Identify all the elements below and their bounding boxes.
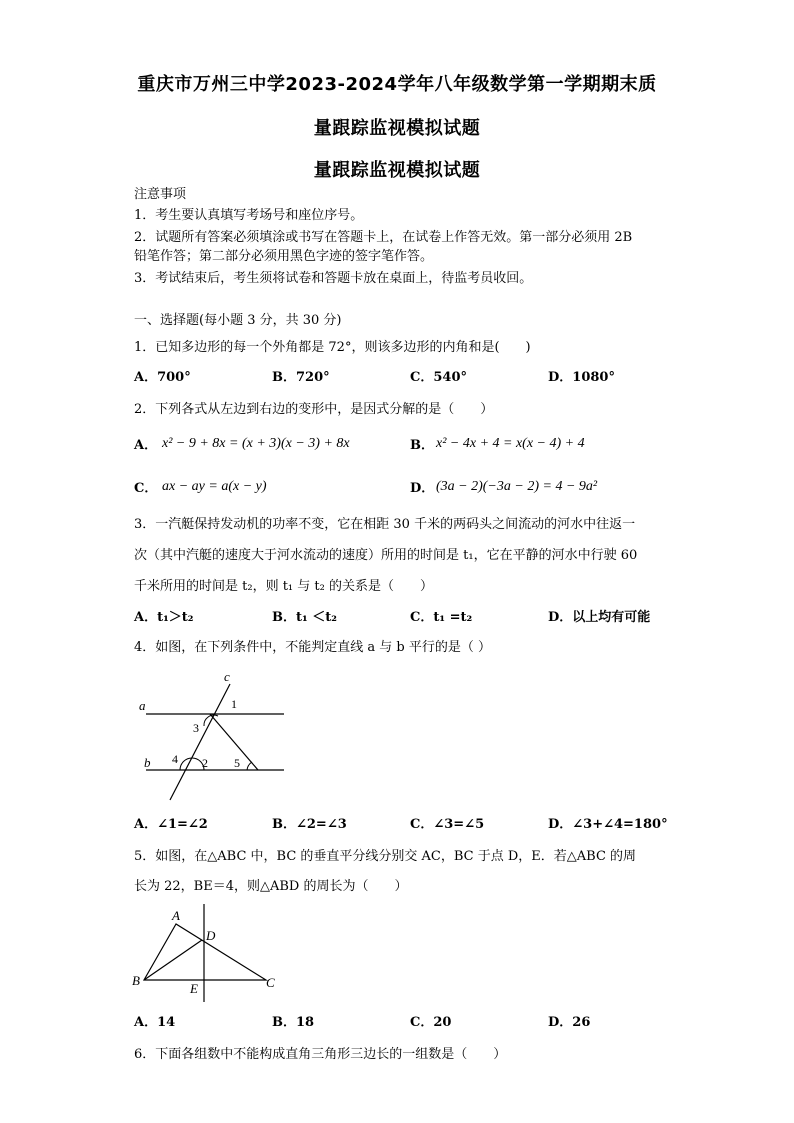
label-a: a: [139, 698, 146, 713]
q3-option-b: B．t₁ ＜t₂: [272, 610, 337, 625]
q4-option-c: C．∠3=∠5: [410, 817, 485, 832]
triangle-abc: [144, 924, 266, 980]
q1-option-c: C．540°: [410, 370, 467, 385]
q1-option-b: B．720°: [272, 370, 330, 385]
notice-heading: 注意事项: [134, 187, 187, 202]
q2-option-d-label: D．: [410, 481, 435, 496]
angle-5-arc: [247, 762, 252, 770]
q5-line: 长为 22，BE＝4，则△ABD 的周长为（ ）: [134, 879, 408, 894]
q4-option-a: A．∠1=∠2: [134, 817, 208, 832]
q5-option-c: C．20: [410, 1015, 452, 1030]
label-angle-5: 5: [234, 756, 240, 770]
q2-option-c-label: C．: [134, 481, 158, 496]
label-point-e: E: [190, 981, 198, 996]
q2-option-b: x² − 4x + 4 = x(x − 4) + 4: [436, 436, 585, 451]
q2-option-a: x² − 9 + 8x = (x + 3)(x − 3) + 8x: [162, 436, 350, 451]
label-point-d: D: [206, 928, 216, 943]
line-c: [170, 684, 230, 800]
exam-title-line-1: 重庆市万州三中学2023-2024学年八年级数学第一学期期末质: [137, 74, 657, 95]
notice-item: 1．考生要认真填写考场号和座位序号。: [134, 208, 364, 223]
q3-option-a: A．t₁＞t₂: [134, 610, 194, 625]
label-point-a: A: [172, 908, 180, 923]
exam-title-line-2: 量跟踪监视模拟试题: [313, 118, 481, 139]
q2-option-c: ax − ay = a(x − y): [162, 479, 267, 494]
q5-line: 5．如图，在△ABC 中，BC 的垂直平分线分别交 AC，BC 于点 D，E．若△ABC 的周: [134, 849, 637, 864]
q1-stem: 1．已知多边形的每一个外角都是 72°，则该多边形的内角和是( ): [134, 340, 531, 355]
q2-option-d: (3a − 2)(−3a − 2) = 4 − 9a²: [436, 479, 598, 494]
segment-bd: [144, 940, 202, 980]
notice-item: 2．试题所有答案必须填涂或书写在答题卡上，在试卷上作答无效。第一部分必须用 2B: [134, 230, 633, 245]
q4-option-d: D．∠3+∠4=180°: [548, 817, 668, 832]
label-angle-4: 4: [172, 752, 178, 766]
label-b: b: [144, 755, 151, 770]
q3-option-c: C．t₁ =t₂: [410, 610, 473, 625]
q1-option-a: A．700°: [134, 370, 191, 385]
q2-stem: 2．下列各式从左边到右边的变形中，是因式分解的是（ ）: [134, 402, 494, 417]
q1-option-d: D．1080°: [548, 370, 615, 385]
q4-option-b: B．∠2=∠3: [272, 817, 347, 832]
notice-item: 铅笔作答；第二部分必须用黑色字迹的签字笔作答。: [134, 249, 434, 264]
q2-option-b-label: B．: [410, 438, 434, 453]
label-angle-2: 2: [202, 756, 208, 770]
q5-triangle-figure: [130, 902, 280, 1006]
notice-item: 3．考试结束后，考生须将试卷和答题卡放在桌面上，待监考员收回。: [134, 271, 533, 286]
q3-line: 次（其中汽艇的速度大于河水流动的速度）所用的时间是 t₁，它在平静的河水中行驶 60: [134, 548, 638, 563]
q3-line: 3．一汽艇保持发动机的功率不变，它在相距 30 千米的两码头之间流动的河水中往返一: [134, 517, 636, 532]
angle-2-4-arc: [180, 758, 204, 770]
q5-option-a: A．14: [134, 1015, 176, 1030]
exam-title-line-3: 量跟踪监视模拟试题: [313, 160, 481, 181]
q4-parallel-lines-figure: [134, 668, 294, 808]
q3-line: 千米所用的时间是 t₂，则 t₁ 与 t₂ 的关系是（ ）: [134, 579, 433, 594]
label-point-b: B: [132, 973, 140, 988]
label-c: c: [224, 669, 230, 684]
q3-option-d: D．以上均有可能: [548, 610, 651, 625]
section-heading: 一、选择题(每小题 3 分，共 30 分): [134, 313, 342, 328]
q5-option-d: D．26: [548, 1015, 591, 1030]
label-point-c: C: [266, 975, 275, 990]
q6-stem: 6．下面各组数中不能构成直角三角形三边长的一组数是（ ）: [134, 1047, 507, 1062]
label-angle-3: 3: [193, 721, 199, 735]
q2-option-a-label: A．: [134, 438, 158, 453]
label-angle-1: 1: [231, 697, 237, 711]
q5-option-b: B．18: [272, 1015, 315, 1030]
q4-stem: 4．如图，在下列条件中，不能判定直线 a 与 b 平行的是（ ）: [134, 640, 492, 655]
